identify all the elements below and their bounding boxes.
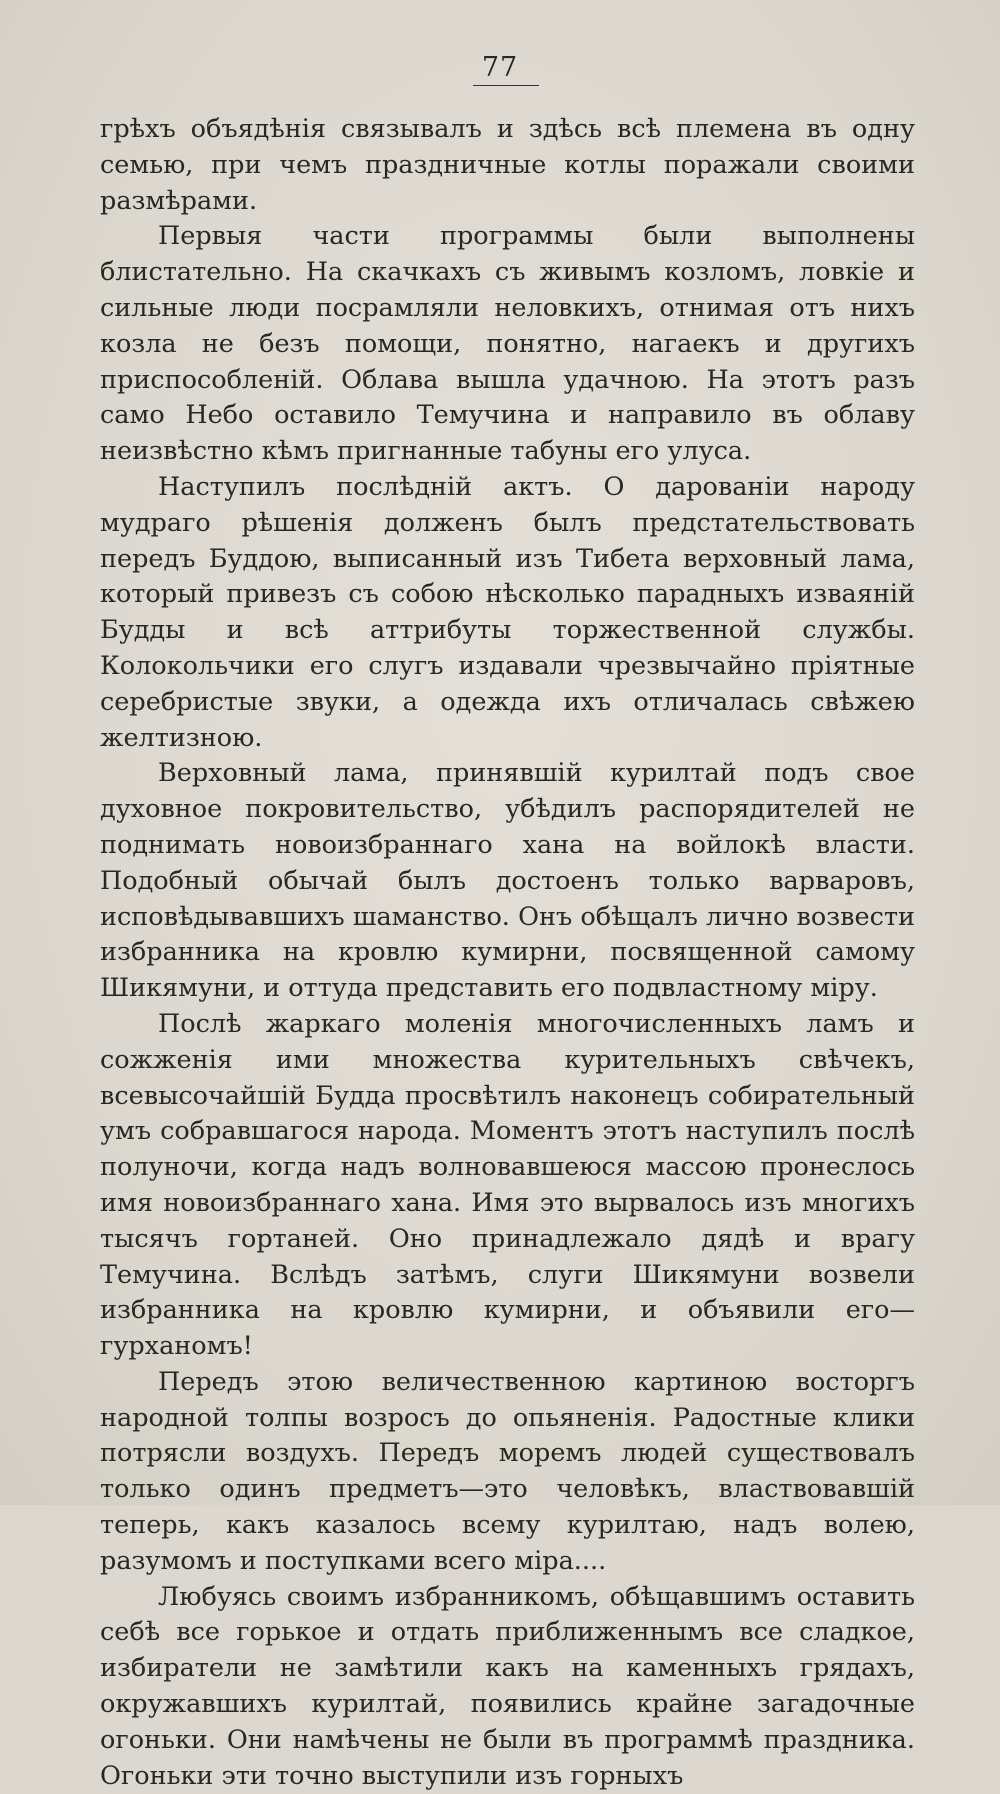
body-text [100,112,915,1794]
paragraph-last: Любуясь своимъ избранникомъ, обѣщавшимъ оставить себѣ все горькое и отдать приближеннымъ все сладкое, избиратели не замѣтили какъ на каменныхъ грядахъ, окружавшихъ курилтай, появились крайне загадочные огоньки. Они намѣчены не были въ программѣ праздника. Огоньки эти точно выступили изъ горныхъ [100,1581,915,1791]
page-number-rule [473,85,539,86]
paragraph: Послѣ жаркаго моленія многочисленныхъ ламъ и сожженія ими множества курительныхъ свѣчекъ, всевысочайшій Будда просвѣтилъ наконецъ собирательный умъ собравшагося народа. Моментъ этотъ наступилъ послѣ полуночи, когда надъ волновавшеюся массою пронеслось имя новоизбраннаго хана. Имя это вырвалось изъ многихъ тысячъ гортаней. Оно принадлежало дядѣ и врагу Темучина. Вслѣдъ затѣмъ, слуги Шикямуни возвели избранника на кровлю кумирни, и объявили его—гурханомъ! [100,1008,915,1362]
page-number: 77 [481,52,519,83]
paragraph: Первыя части программы были выполнены блистательно. На скачкахъ съ живымъ козломъ, ловкіе и сильные люди посрамляли неловкихъ, отнимая отъ нихъ козла не безъ помощи, понятно, нагаекъ и другихъ приспособленій. Облава вышла удачною. На этотъ разъ само Небо оставило Темучина и направило въ облаву неизвѣстно кѣмъ пригнанные табуны его улуса. [100,221,915,467]
paragraph: Наступилъ послѣдній актъ. О дарованіи народу мудраго рѣшенія долженъ былъ предстательствовать передъ Буддою, выписанный изъ Тибета верховный лама, который привезъ съ собою нѣсколько парадныхъ изваяній Будды и всѣ аттрибуты торжественной службы. Колокольчики его слугъ издавали чрезвычайно пріятные серебристые звуки, а одежда ихъ отличалась свѣжею желтизною. [100,471,915,753]
paragraph: Передъ этою величественною картиною восторгъ народной толпы возросъ до опьяненія. Радостные клики потрясли воздухъ. Передъ моремъ людей существовалъ только одинъ предметъ—это человѣкъ, властвовавшій теперь, какъ казалось всему курилтаю, надъ волею, разумомъ и поступками всего міра.... [100,1366,915,1576]
paragraph: Верховный лама, принявшій курилтай подъ свое духовное покровительство, убѣдилъ распорядителей не поднимать новоизбраннаго хана на войлокѣ власти. Подобный обычай былъ достоенъ только варваровъ, исповѣдывавшихъ шаманство. Онъ обѣщалъ лично возвести избранника на кровлю кумирни, посвященной самому Шикямуни, и оттуда представить его подвластному міру. [100,758,915,1004]
paragraph-continued: грѣхъ объядѣнія связывалъ и здѣсь всѣ племена въ одну семью, при чемъ праздничные котлы поражали своими размѣрами. [100,114,915,216]
